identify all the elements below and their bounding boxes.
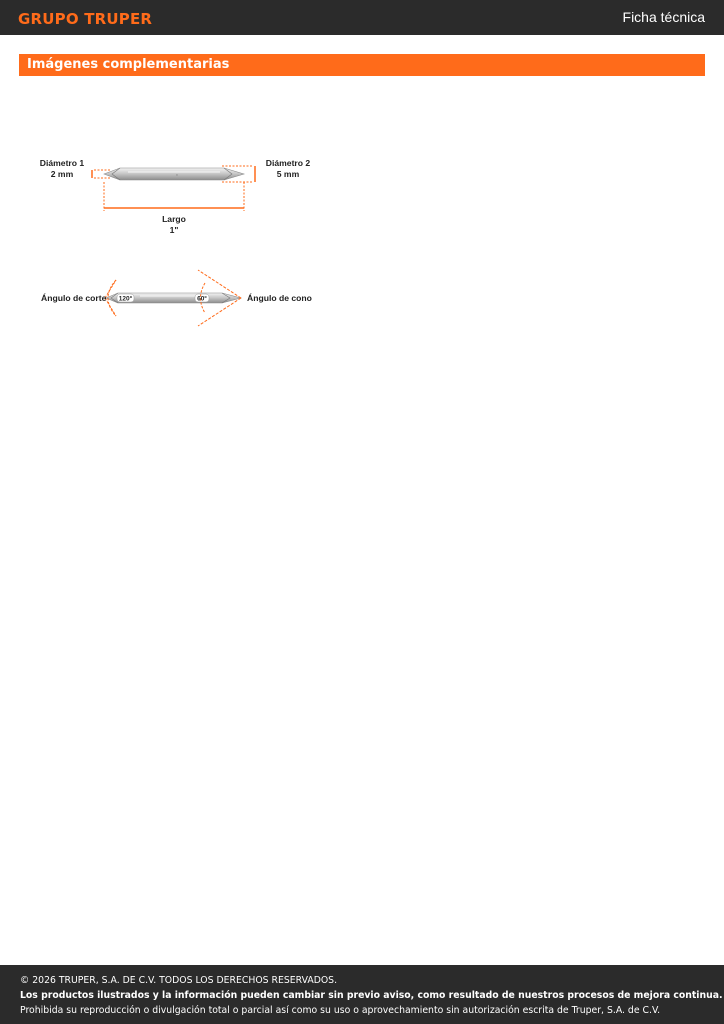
cone-angle-label: Ángulo de cono [247,293,312,303]
copyright-text: © 2026 TRUPER, S.A. DE C.V. TODOS LOS DERECHOS RESERVADOS. [20,975,338,986]
product-illustrations [0,0,724,400]
diameter2-label: Diámetro 2 [265,158,311,168]
svg-text:◦: ◦ [176,172,178,179]
cut-angle-label: Ángulo de corte [41,293,107,303]
angle-figure [41,270,312,326]
cone-angle-value: 60° [197,295,207,303]
document-type: Ficha técnica [622,9,705,25]
diameter1-value: 2 mm [50,169,74,179]
length-value: 1" [169,225,179,235]
section-title: Imágenes complementarias [27,57,230,72]
brand-logo: GRUPO TRUPER [18,10,153,28]
change-notice: Los productos ilustrados y la información pueden cambiar sin previo aviso, como resultado de nuestros procesos de mejora continua. [20,990,723,1001]
drill-bit-image [104,168,244,180]
footer [0,965,724,1024]
diameter2-value: 5 mm [276,169,300,179]
diameter1-label: Diámetro 1 [39,158,85,168]
dimension-figure [40,158,311,235]
reproduction-notice: Prohibida su reproducción o divulgación total o parcial así como su uso o aprovechamiento sin autorización escrita de Truper, S.A. de C.V. [20,1005,661,1016]
length-label: Largo [162,214,186,224]
cut-angle-value: 120° [118,295,133,303]
